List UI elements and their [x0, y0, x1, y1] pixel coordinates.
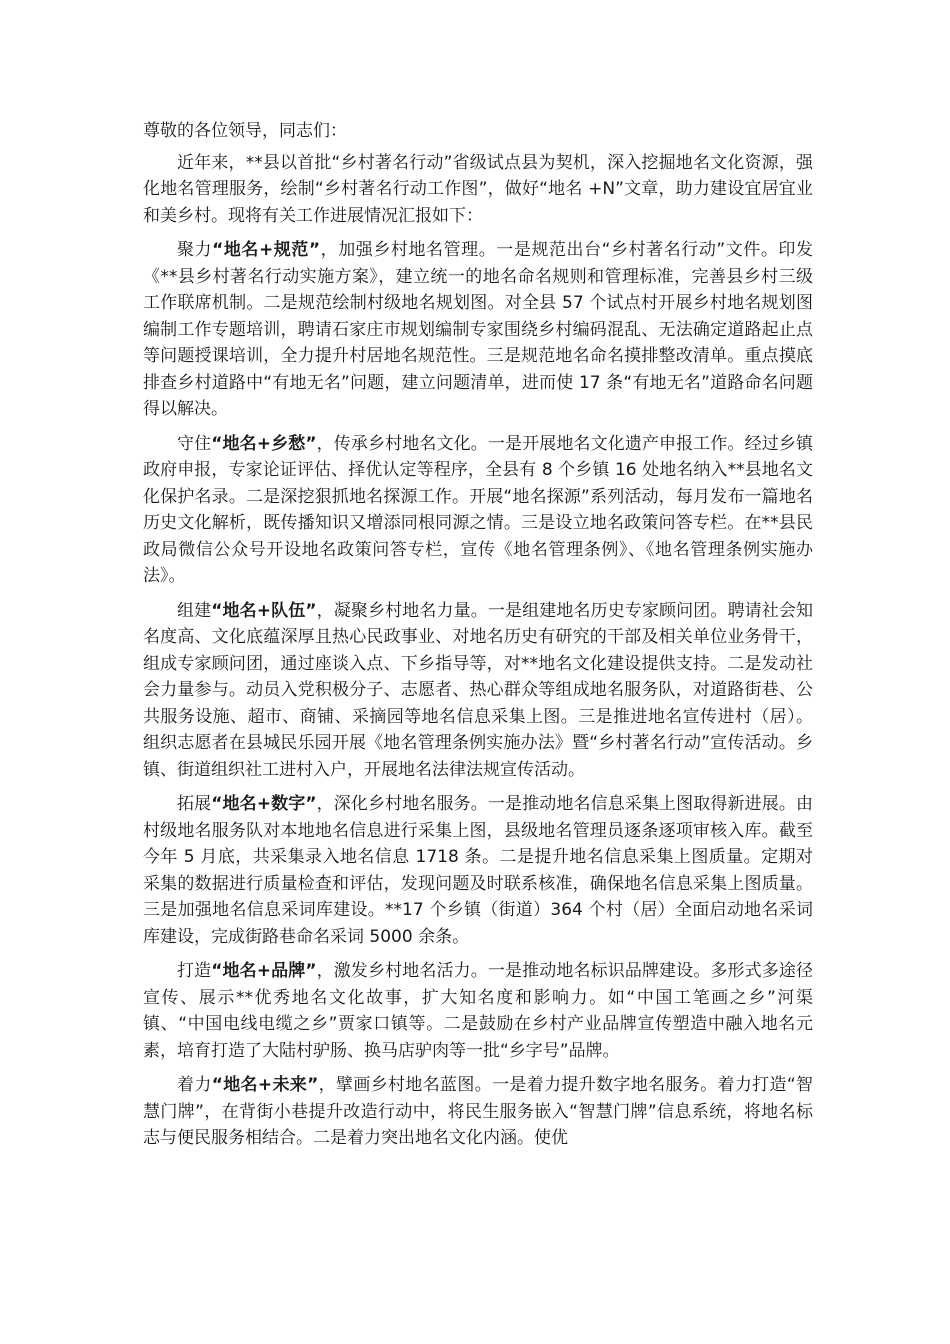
section-verb: 着力: [177, 1075, 212, 1095]
document-page: [143, 118, 813, 1160]
section-paragraph-digital: [143, 791, 813, 950]
section-body: ，加强乡村地名管理。一是规范出台“乡村著名行动”文件。印发《**县乡村著名行动实施方案》，建立统一的地名命名规则和管理标准，完善县乡村三级工作联席机制。二是规范绘制村级地名规划图。对全县 57 个试点村开展乡村地名规划图编制工作专题培训，聘请石家庄市规划编制专家围绕乡村编码混乱、无法确定道路起止点等问题授课培训，全力提升村居地名规范性。三是规范地名命名摸排整改清单。重点摸底排查乡村道路中“有地无名”问题，建立问题清单，进而使 17 条“有地无名”道路命名问题得以解决。: [143, 240, 813, 419]
salutation: 尊敬的各位领导，同志们：: [143, 121, 347, 141]
section-paragraph-team: [143, 598, 813, 784]
section-paragraph-future: [143, 1072, 813, 1152]
section-heading: “地名+规范”: [212, 240, 321, 260]
section-body: ，激发乡村地名活力。一是推动地名标识品牌建设。多形式多途径宣传、展示**优秀地名文化故事，扩大知名度和影响力。如“中国工笔画之乡”河渠镇、“中国电线电缆之乡”贾家口镇等。二是鼓励在乡村产业品牌宣传塑造中融入地名元素，培育打造了大陆村驴肠、换马店驴肉等一批“乡字号”品牌。: [143, 961, 814, 1061]
section-verb: 聚力: [177, 240, 213, 260]
section-heading: “地名+未来”: [211, 1075, 319, 1095]
section-body: ，深化乡村地名服务。一是推动地名信息采集上图取得新进展。由村级地名服务队对本地地名信息进行采集上图，县级地名管理员逐条逐项审核入库。截至今年 5 月底，共采集录入地名信息 1718 条。二是提升地名信息采集上图质量。定期对采集的数据进行质量检查和评估，发现问题及时联系核准，确保地名信息采集上图质量。三是加强地名信息采词库建设。**17 个乡镇（街道）364 个村（居）全面启动地名采词库建设，完成街路巷命名采词 5000 余条。: [143, 794, 814, 947]
section-heading: “地名+队伍”: [211, 600, 317, 621]
section-paragraph-standardization: [143, 237, 813, 423]
section-paragraph-nostalgia: [143, 431, 813, 590]
section-heading: “地名+数字”: [211, 794, 317, 814]
intro-paragraph: 近年来，**县以首批“乡村著名行动”省级试点县为契机，深入挖掘地名文化资源，强化地名管理服务，绘制“乡村著名行动工作图”，做好“地名 +N”文章，助力建设宜居宜业和美乡村。现将有关工作进展情况汇报如下：: [143, 152, 813, 226]
section-body: ，擘画乡村地名蓝图。一是着力提升数字地名服务。着力打造“智慧门牌”，在背街小巷提升改造行动中，将民生服务嵌入“智慧门牌”信息系统，将地名标志与便民服务相结合。二是着力突出地名文化内涵。使优: [143, 1075, 814, 1148]
section-verb: 组建: [177, 600, 212, 621]
section-paragraph-brand: [143, 958, 813, 1064]
section-body: ，凝聚乡村地名力量。一是组建地名历史专家顾问团。聘请社会知名度高、文化底蕴深厚且热心民政事业、对地名历史有研究的干部及相关单位业务骨干，组成专家顾问团，通过座谈入点、下乡指导等，对**地名文化建设提供支持。二是发动社会力量参与。动员入党积极分子、志愿者、热心群众等组成地名服务队，对道路街巷、公共服务设施、超市、商铺、采摘园等地名信息采集上图。三是推进地名宣传进村（居）。组织志愿者在县城民乐园开展《地名管理条例实施办法》暨“乡村著名行动”宣传活动。乡镇、街道组织社工进村入户，开展地名法律法规宣传活动。: [143, 600, 814, 780]
section-heading: “地名+品牌”: [211, 961, 317, 981]
section-verb: 拓展: [177, 794, 212, 814]
section-verb: 打造: [177, 961, 212, 981]
section-heading: “地名+乡愁”: [211, 433, 317, 454]
section-verb: 守住: [177, 433, 212, 454]
section-body: ，传承乡村地名文化。一是开展地名文化遗产申报工作。经过乡镇政府申报，专家论证评估、择优认定等程序，全县有 8 个乡镇 16 处地名纳入**县地名文化保护名录。二是深挖狠抓地名探源工作。开展“地名探源”系列活动，每月发布一篇地名历史文化解析，既传播知识又增添同根同源之情。三是设立地名政策问答专栏。在**县民政局微信公众号开设地名政策问答专栏，宣传《地名管理条例》、《地名管理条例实施办法》。: [143, 433, 814, 586]
